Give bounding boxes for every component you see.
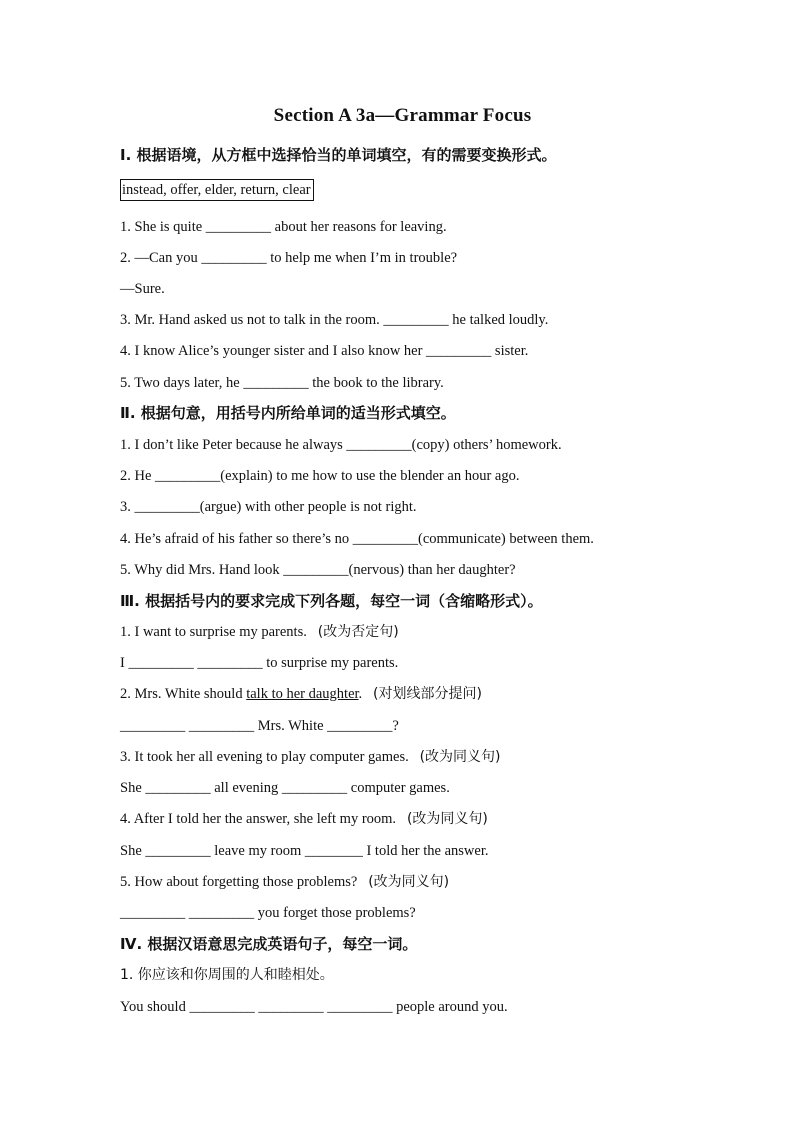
- question-note: (改为同义句): [419, 749, 501, 765]
- question-text: 1. I want to surprise my parents.: [120, 624, 307, 640]
- section-2-item: 3. _________(argue) with other people is not right.: [120, 499, 417, 515]
- section-1-item: 3. Mr. Hand asked us not to talk in the room. _________ he talked loudly.: [120, 312, 549, 328]
- section-4-heading: Ⅳ. 根据汉语意思完成英语句子，每空一词。: [120, 935, 418, 953]
- section-3-question: [120, 684, 482, 704]
- word-box: instead, offer, elder, return, clear: [120, 179, 314, 201]
- question-text: 4. After I told her the answer, she left my room.: [120, 811, 397, 827]
- section-1-heading: Ⅰ. 根据语境，从方框中选择恰当的单词填空，有的需要变换形式。: [120, 146, 557, 164]
- page-title: Section A 3a—Grammar Focus: [273, 105, 532, 126]
- question-text: 5. How about forgetting those problems?: [120, 874, 358, 890]
- section-3-heading: Ⅲ. 根据括号内的要求完成下列各题，每空一词（含缩略形式）。: [120, 592, 543, 610]
- section-4-answer: You should _________ _________ _________ people around you.: [120, 999, 508, 1015]
- section-1-item: 5. Two days later, he _________ the book to the library.: [120, 375, 444, 391]
- section-3-question: [120, 622, 399, 642]
- section-3-answer: _________ _________ you forget those problems?: [120, 905, 416, 921]
- section-2-item: 5. Why did Mrs. Hand look _________(nervous) than her daughter?: [120, 562, 516, 578]
- section-3-answer: She _________ leave my room ________ I told her the answer.: [120, 843, 489, 859]
- question-note: (对划线部分提问): [373, 686, 482, 702]
- section-3-answer: She _________ all evening _________ computer games.: [120, 780, 450, 796]
- underlined-phrase: talk to her daughter: [246, 686, 359, 702]
- question-text: 3. It took her all evening to play computer games.: [120, 749, 409, 765]
- section-2-item: 2. He _________(explain) to me how to use the blender an hour ago.: [120, 468, 520, 484]
- section-2-heading: Ⅱ. 根据句意，用括号内所给单词的适当形式填空。: [120, 404, 456, 422]
- section-1-item: —Sure.: [120, 281, 165, 297]
- section-2-item: 1. I don’t like Peter because he always _________(copy) others’ homework.: [120, 437, 562, 453]
- section-3-question: [120, 872, 449, 892]
- section-3-question: [120, 809, 488, 829]
- question-note: (改为同义句): [406, 811, 488, 827]
- question-note: (改为否定句): [317, 624, 399, 640]
- section-1-item: 1. She is quite _________ about her reasons for leaving.: [120, 219, 447, 235]
- question-note: (改为同义句): [368, 874, 450, 890]
- section-1-item: 4. I know Alice’s younger sister and I also know her _________ sister.: [120, 343, 529, 359]
- section-2-item: 4. He’s afraid of his father so there’s no _________(communicate) between them.: [120, 531, 594, 547]
- question-text: 2. Mrs. White should: [120, 686, 247, 702]
- section-3-answer: I _________ _________ to surprise my parents.: [120, 655, 399, 671]
- section-4-question: 1. 你应该和你周围的人和睦相处。: [120, 967, 334, 983]
- section-1-item: 2. —Can you _________ to help me when I’m in trouble?: [120, 250, 458, 266]
- section-3-answer: _________ _________ Mrs. White _________?: [120, 718, 399, 734]
- section-3-question: [120, 747, 501, 767]
- question-text: .: [358, 686, 363, 702]
